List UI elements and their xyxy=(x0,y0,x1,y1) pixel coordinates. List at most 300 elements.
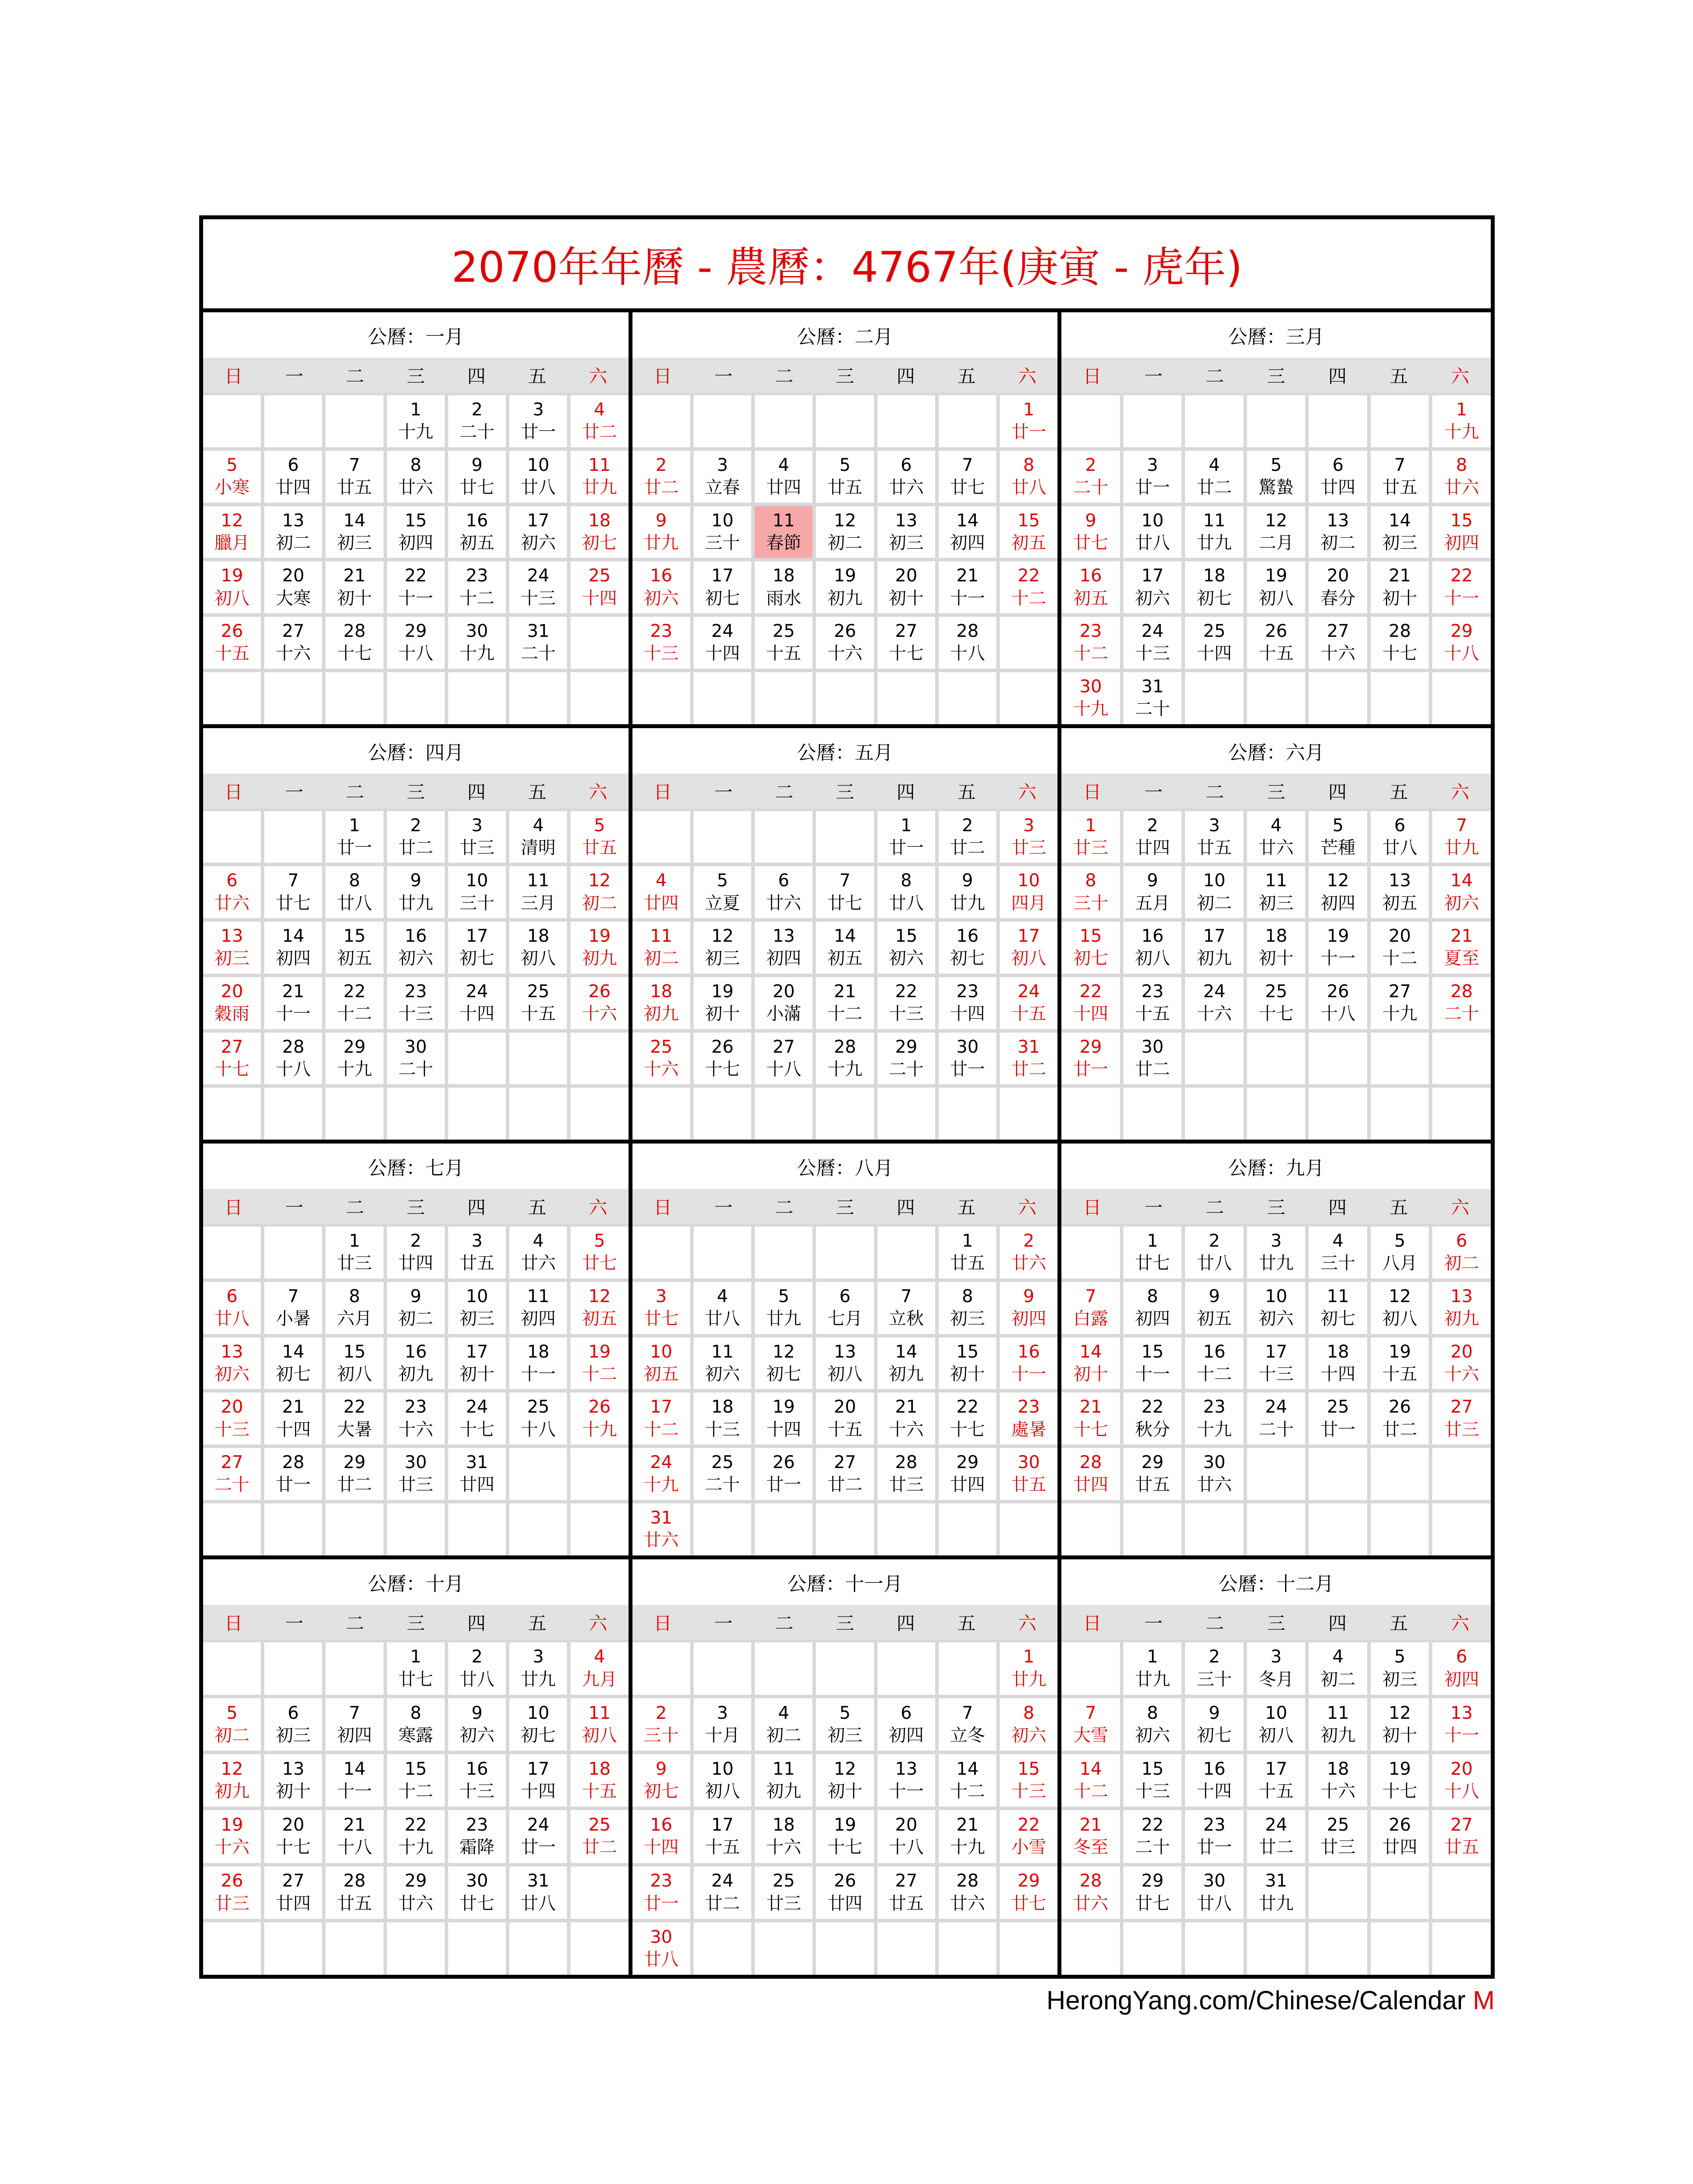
lunar-day: 廿二 xyxy=(1382,1419,1417,1440)
lunar-day: 十三 xyxy=(460,1781,495,1802)
day-cell xyxy=(1371,1337,1429,1389)
lunar-day: 初八 xyxy=(1382,1309,1417,1329)
day-cell xyxy=(570,866,628,918)
lunar-day: 廿一 xyxy=(643,1893,679,1914)
lunar-day: 二十 xyxy=(1444,1004,1479,1024)
day-cell xyxy=(1061,672,1120,724)
day-cell xyxy=(1247,561,1306,613)
day-cell xyxy=(939,1698,996,1751)
solar-day: 24 xyxy=(1265,1397,1288,1417)
empty-cell xyxy=(878,1642,935,1695)
day-cell xyxy=(755,506,812,558)
day-cell xyxy=(1123,1754,1182,1807)
empty-cell xyxy=(570,1866,628,1919)
weekday-label: 日 xyxy=(653,1612,672,1634)
day-cell xyxy=(1432,617,1491,669)
weekday-label: 六 xyxy=(1018,366,1037,387)
solar-day: 12 xyxy=(1389,1703,1411,1723)
lunar-day: 廿七 xyxy=(1135,1893,1170,1914)
solar-day: 11 xyxy=(650,926,673,947)
day-cell xyxy=(387,506,445,558)
solar-day: 4 xyxy=(532,815,544,836)
weekday-label: 三 xyxy=(836,1612,854,1634)
solar-day: 17 xyxy=(1265,1341,1288,1362)
solar-day: 27 xyxy=(895,1871,918,1891)
solar-day: 18 xyxy=(588,510,611,531)
day-cell xyxy=(509,1337,567,1389)
month-title: 公曆：八月 xyxy=(797,1157,893,1179)
day-cell xyxy=(1000,922,1057,974)
days-grid xyxy=(1061,393,1491,724)
lunar-day: 十六 xyxy=(398,1419,433,1440)
solar-day: 19 xyxy=(834,1815,856,1835)
lunar-day: 初十 xyxy=(1073,1364,1109,1384)
empty-cell xyxy=(694,1088,751,1140)
solar-day: 3 xyxy=(656,1286,667,1306)
weekday-label: 二 xyxy=(346,1197,364,1218)
weekday-label: 二 xyxy=(775,781,794,803)
solar-day: 7 xyxy=(901,1286,912,1306)
empty-cell xyxy=(203,811,261,863)
solar-day: 13 xyxy=(221,926,243,947)
empty-cell xyxy=(1309,1088,1367,1140)
lunar-day: 十七 xyxy=(460,1419,495,1440)
solar-day: 26 xyxy=(1265,621,1288,642)
lunar-day: 初八 xyxy=(705,1781,740,1802)
day-cell xyxy=(939,1448,996,1500)
solar-day: 24 xyxy=(466,1397,488,1417)
day-cell xyxy=(755,617,812,669)
lunar-day: 十三 xyxy=(643,643,679,664)
day-cell xyxy=(816,1448,874,1500)
lunar-day: 初七 xyxy=(521,1725,556,1745)
solar-day: 19 xyxy=(772,1397,795,1417)
empty-cell xyxy=(878,672,935,724)
lunar-day: 三十 xyxy=(705,532,740,553)
lunar-day: 初二 xyxy=(1197,893,1232,913)
day-cell xyxy=(509,395,567,447)
solar-day: 27 xyxy=(772,1037,795,1057)
empty-cell xyxy=(325,1642,383,1695)
day-cell xyxy=(694,561,751,613)
lunar-day: 廿六 xyxy=(766,893,802,913)
lunar-day: 十九 xyxy=(827,1059,863,1079)
solar-day: 26 xyxy=(772,1452,795,1473)
lunar-day: 五月 xyxy=(1135,893,1170,913)
solar-day: 9 xyxy=(471,1703,483,1723)
month-title: 公曆：六月 xyxy=(1228,741,1324,764)
day-cell xyxy=(387,451,445,503)
empty-cell xyxy=(816,1922,874,1975)
day-cell xyxy=(203,922,261,974)
day-cell xyxy=(1123,617,1182,669)
month-block xyxy=(1061,312,1491,728)
day-cell xyxy=(816,451,874,503)
solar-day: 24 xyxy=(1203,981,1226,1002)
lunar-day: 十七 xyxy=(950,1419,985,1440)
solar-day: 10 xyxy=(1265,1703,1288,1723)
solar-day: 20 xyxy=(1450,1759,1473,1779)
empty-cell xyxy=(1371,1922,1429,1975)
lunar-day: 十五 xyxy=(1258,1781,1294,1802)
day-cell xyxy=(1185,1698,1244,1751)
day-cell xyxy=(694,1810,751,1863)
day-cell xyxy=(939,561,996,613)
day-cell xyxy=(387,1393,445,1444)
empty-cell xyxy=(816,1642,874,1695)
day-cell xyxy=(448,395,506,447)
solar-day: 1 xyxy=(1085,815,1096,836)
day-cell xyxy=(264,1393,322,1444)
empty-cell xyxy=(448,1088,506,1140)
solar-day: 16 xyxy=(466,1759,488,1779)
solar-day: 30 xyxy=(956,1037,979,1057)
month-title: 公曆：十二月 xyxy=(1218,1572,1334,1595)
lunar-day: 初五 xyxy=(1011,532,1047,553)
lunar-day: 廿二 xyxy=(1258,1837,1294,1858)
lunar-day: 廿六 xyxy=(1444,477,1479,498)
day-cell xyxy=(816,1337,874,1389)
weekday-label: 四 xyxy=(1328,1197,1347,1218)
day-cell xyxy=(1432,395,1491,447)
solar-day: 23 xyxy=(956,981,979,1002)
empty-cell xyxy=(1123,1922,1182,1975)
day-cell xyxy=(694,1754,751,1807)
solar-day: 11 xyxy=(527,1286,549,1306)
day-cell xyxy=(939,617,996,669)
weekday-label: 一 xyxy=(714,781,733,803)
weekday-label: 三 xyxy=(1267,366,1285,387)
lunar-day: 初七 xyxy=(705,588,740,608)
solar-day: 8 xyxy=(962,1286,973,1306)
lunar-day: 十三 xyxy=(888,1004,924,1024)
lunar-day: 廿四 xyxy=(1073,1475,1109,1495)
solar-day: 25 xyxy=(711,1452,734,1473)
lunar-day: 廿二 xyxy=(337,1475,372,1495)
day-cell xyxy=(203,1033,261,1085)
lunar-day: 廿一 xyxy=(521,1837,556,1858)
lunar-day: 廿五 xyxy=(1011,1475,1047,1495)
solar-day: 13 xyxy=(895,1759,918,1779)
lunar-day: 廿一 xyxy=(521,422,556,442)
empty-cell xyxy=(694,395,751,447)
solar-day: 31 xyxy=(1017,1037,1040,1057)
solar-day: 8 xyxy=(1456,455,1467,475)
lunar-day: 十二 xyxy=(398,1781,433,1802)
solar-day: 10 xyxy=(466,871,488,891)
solar-day: 8 xyxy=(410,455,422,475)
empty-cell xyxy=(264,811,322,863)
lunar-day: 初三 xyxy=(827,1725,863,1745)
solar-day: 21 xyxy=(1079,1397,1102,1417)
month-title: 公曆：五月 xyxy=(797,741,893,764)
solar-day: 5 xyxy=(1332,815,1344,836)
solar-day: 28 xyxy=(1079,1452,1102,1473)
day-cell xyxy=(325,1227,383,1279)
lunar-day: 廿一 xyxy=(766,1475,802,1495)
day-cell xyxy=(203,506,261,558)
lunar-day: 十四 xyxy=(1197,643,1232,664)
days-grid xyxy=(203,1640,629,1975)
solar-day: 3 xyxy=(1023,815,1034,836)
day-cell xyxy=(1432,922,1491,974)
day-cell xyxy=(448,1393,506,1444)
empty-cell xyxy=(264,672,322,724)
lunar-day: 十二 xyxy=(1197,1364,1232,1384)
lunar-day: 十七 xyxy=(1258,1004,1294,1024)
empty-cell xyxy=(1123,395,1182,447)
lunar-day: 初十 xyxy=(337,588,372,608)
day-cell xyxy=(878,1866,935,1919)
day-cell xyxy=(387,1448,445,1500)
lunar-day: 初六 xyxy=(888,948,924,969)
solar-day: 5 xyxy=(594,1231,605,1251)
day-cell xyxy=(632,1503,690,1555)
solar-day: 1 xyxy=(1023,400,1034,420)
day-cell xyxy=(1061,617,1120,669)
empty-cell xyxy=(816,811,874,863)
solar-day: 27 xyxy=(221,1452,243,1473)
day-cell xyxy=(1061,922,1120,974)
solar-day: 6 xyxy=(287,455,299,475)
empty-cell xyxy=(448,672,506,724)
lunar-day: 十四 xyxy=(276,1419,311,1440)
empty-cell xyxy=(939,1088,996,1140)
lunar-day: 十二 xyxy=(950,1781,985,1802)
day-cell xyxy=(203,1810,261,1863)
day-cell xyxy=(1432,561,1491,613)
solar-day: 28 xyxy=(834,1037,856,1057)
lunar-day: 廿二 xyxy=(827,1475,863,1495)
lunar-day: 清明 xyxy=(521,837,556,858)
day-cell xyxy=(1309,1337,1367,1389)
solar-day: 13 xyxy=(1389,871,1411,891)
empty-cell xyxy=(570,1922,628,1975)
empty-cell xyxy=(878,1503,935,1555)
lunar-day: 冬至 xyxy=(1073,1837,1109,1858)
lunar-day: 十一 xyxy=(1135,1364,1170,1384)
lunar-day: 廿三 xyxy=(1073,837,1109,858)
lunar-day: 初八 xyxy=(582,1725,617,1745)
weekday-label: 六 xyxy=(1451,366,1469,387)
empty-cell xyxy=(878,1088,935,1140)
lunar-day: 初二 xyxy=(643,948,679,969)
lunar-day: 廿六 xyxy=(643,1530,679,1551)
lunar-day: 十七 xyxy=(1073,1419,1109,1440)
lunar-day: 初三 xyxy=(460,1309,495,1329)
day-cell xyxy=(325,451,383,503)
solar-day: 30 xyxy=(404,1452,427,1473)
lunar-day: 廿八 xyxy=(337,893,372,913)
lunar-day: 三十 xyxy=(643,1725,679,1745)
empty-cell xyxy=(264,1088,322,1140)
empty-cell xyxy=(1247,1033,1306,1085)
solar-day: 25 xyxy=(588,566,611,586)
lunar-day: 十六 xyxy=(1197,1004,1232,1024)
day-cell xyxy=(632,1698,690,1751)
empty-cell xyxy=(203,1922,261,1975)
lunar-day: 初二 xyxy=(1320,532,1356,553)
day-cell xyxy=(387,922,445,974)
empty-cell xyxy=(448,1503,506,1555)
solar-day: 20 xyxy=(895,1815,918,1835)
weekday-label: 五 xyxy=(528,366,547,387)
lunar-day: 立冬 xyxy=(950,1725,985,1745)
lunar-day: 芒種 xyxy=(1320,837,1356,858)
solar-day: 23 xyxy=(404,981,427,1002)
day-cell xyxy=(878,1033,935,1085)
solar-day: 24 xyxy=(650,1452,673,1473)
empty-cell xyxy=(755,672,812,724)
day-cell xyxy=(203,1754,261,1807)
day-cell xyxy=(509,866,567,918)
solar-day: 10 xyxy=(527,1703,549,1723)
lunar-day: 十九 xyxy=(1073,699,1109,719)
day-cell xyxy=(1371,866,1429,918)
solar-day: 14 xyxy=(282,926,304,947)
empty-cell xyxy=(1309,1922,1367,1975)
day-cell xyxy=(570,1282,628,1334)
day-cell xyxy=(878,451,935,503)
day-cell xyxy=(1309,922,1367,974)
lunar-day: 初二 xyxy=(214,1725,250,1745)
lunar-day: 初五 xyxy=(460,532,495,553)
lunar-day: 立秋 xyxy=(888,1309,924,1329)
day-cell xyxy=(1371,977,1429,1029)
lunar-day: 廿二 xyxy=(1011,1059,1047,1079)
day-cell xyxy=(755,922,812,974)
lunar-day: 廿二 xyxy=(950,837,985,858)
day-cell xyxy=(816,1754,874,1807)
solar-day: 23 xyxy=(1079,621,1102,642)
day-cell xyxy=(694,1282,751,1334)
solar-day: 13 xyxy=(1450,1703,1473,1723)
day-cell xyxy=(816,866,874,918)
lunar-day: 廿三 xyxy=(1011,837,1047,858)
solar-day: 9 xyxy=(1023,1286,1034,1306)
solar-day: 26 xyxy=(221,1871,243,1891)
solar-day: 28 xyxy=(282,1452,304,1473)
day-cell xyxy=(448,1337,506,1389)
solar-day: 17 xyxy=(711,566,734,586)
solar-day: 22 xyxy=(1017,566,1040,586)
weekday-header xyxy=(203,358,629,393)
empty-cell xyxy=(1309,1503,1367,1555)
day-cell xyxy=(1247,1282,1306,1334)
day-cell xyxy=(1123,1810,1182,1863)
lunar-day: 廿六 xyxy=(1197,1475,1232,1495)
day-cell xyxy=(1000,1227,1057,1279)
solar-day: 6 xyxy=(778,871,789,891)
footer-link[interactable]: HerongYang.com/Chinese/Calendar xyxy=(1046,1986,1466,2015)
lunar-day: 十四 xyxy=(643,1837,679,1858)
weekday-label: 日 xyxy=(1083,1197,1102,1218)
lunar-day: 廿七 xyxy=(276,893,311,913)
solar-day: 7 xyxy=(1085,1286,1096,1306)
day-cell xyxy=(1000,866,1057,918)
weekday-header xyxy=(632,1605,1058,1640)
empty-cell xyxy=(387,672,445,724)
lunar-day: 初六 xyxy=(521,532,556,553)
month-block xyxy=(203,1144,632,1559)
lunar-day: 二十 xyxy=(521,643,556,664)
solar-day: 20 xyxy=(221,1397,243,1417)
day-cell xyxy=(1123,1642,1182,1695)
empty-cell xyxy=(1371,1033,1429,1085)
lunar-day: 初七 xyxy=(1073,948,1109,969)
lunar-day: 廿九 xyxy=(1011,1669,1047,1690)
lunar-day: 十八 xyxy=(337,1837,372,1858)
day-cell xyxy=(1309,451,1367,503)
solar-day: 11 xyxy=(527,871,549,891)
day-cell xyxy=(570,1393,628,1444)
solar-day: 11 xyxy=(1327,1703,1349,1723)
solar-day: 3 xyxy=(471,815,483,836)
lunar-day: 春節 xyxy=(766,532,802,553)
weekday-label: 六 xyxy=(1451,1612,1469,1634)
weekday-label: 五 xyxy=(528,781,547,803)
day-cell xyxy=(1309,1393,1367,1444)
lunar-day: 廿五 xyxy=(827,477,863,498)
empty-cell xyxy=(1432,1088,1491,1140)
month-block xyxy=(1061,1559,1491,1975)
empty-cell xyxy=(1247,672,1306,724)
weekday-label: 四 xyxy=(467,366,486,387)
day-cell xyxy=(325,1282,383,1334)
day-cell xyxy=(1309,1754,1367,1807)
solar-day: 8 xyxy=(349,1286,360,1306)
month-title: 公曆：十月 xyxy=(367,1572,464,1595)
solar-day: 19 xyxy=(1327,926,1349,947)
solar-day: 21 xyxy=(1079,1815,1102,1835)
solar-day: 22 xyxy=(1450,566,1473,586)
day-cell xyxy=(203,617,261,669)
lunar-day: 十八 xyxy=(276,1059,311,1079)
solar-day: 30 xyxy=(650,1927,673,1947)
weekday-label: 四 xyxy=(467,1612,486,1634)
solar-day: 25 xyxy=(772,621,795,642)
lunar-day: 廿三 xyxy=(888,1475,924,1495)
days-grid xyxy=(632,1640,1058,1975)
solar-day: 19 xyxy=(711,981,734,1002)
solar-day: 18 xyxy=(1265,926,1288,947)
lunar-day: 大寒 xyxy=(276,588,311,608)
empty-cell xyxy=(1185,1503,1244,1555)
day-cell xyxy=(1371,811,1429,863)
empty-cell xyxy=(816,672,874,724)
solar-day: 2 xyxy=(1209,1231,1220,1251)
empty-cell xyxy=(1185,1922,1244,1975)
lunar-day: 廿五 xyxy=(1197,837,1232,858)
lunar-day: 十二 xyxy=(1073,643,1109,664)
day-cell xyxy=(878,506,935,558)
solar-day: 9 xyxy=(410,1286,422,1306)
lunar-day: 十九 xyxy=(398,1837,433,1858)
empty-cell xyxy=(694,672,751,724)
lunar-day: 雨水 xyxy=(766,588,802,608)
lunar-day: 初九 xyxy=(1444,1309,1479,1329)
day-cell xyxy=(694,1033,751,1085)
solar-day: 21 xyxy=(343,1815,366,1835)
empty-cell xyxy=(264,395,322,447)
solar-day: 8 xyxy=(1085,871,1096,891)
month-block xyxy=(632,1144,1062,1559)
solar-day: 24 xyxy=(1141,621,1164,642)
day-cell xyxy=(694,1698,751,1751)
lunar-day: 廿四 xyxy=(276,477,311,498)
day-cell xyxy=(1432,506,1491,558)
empty-cell xyxy=(570,1033,628,1085)
